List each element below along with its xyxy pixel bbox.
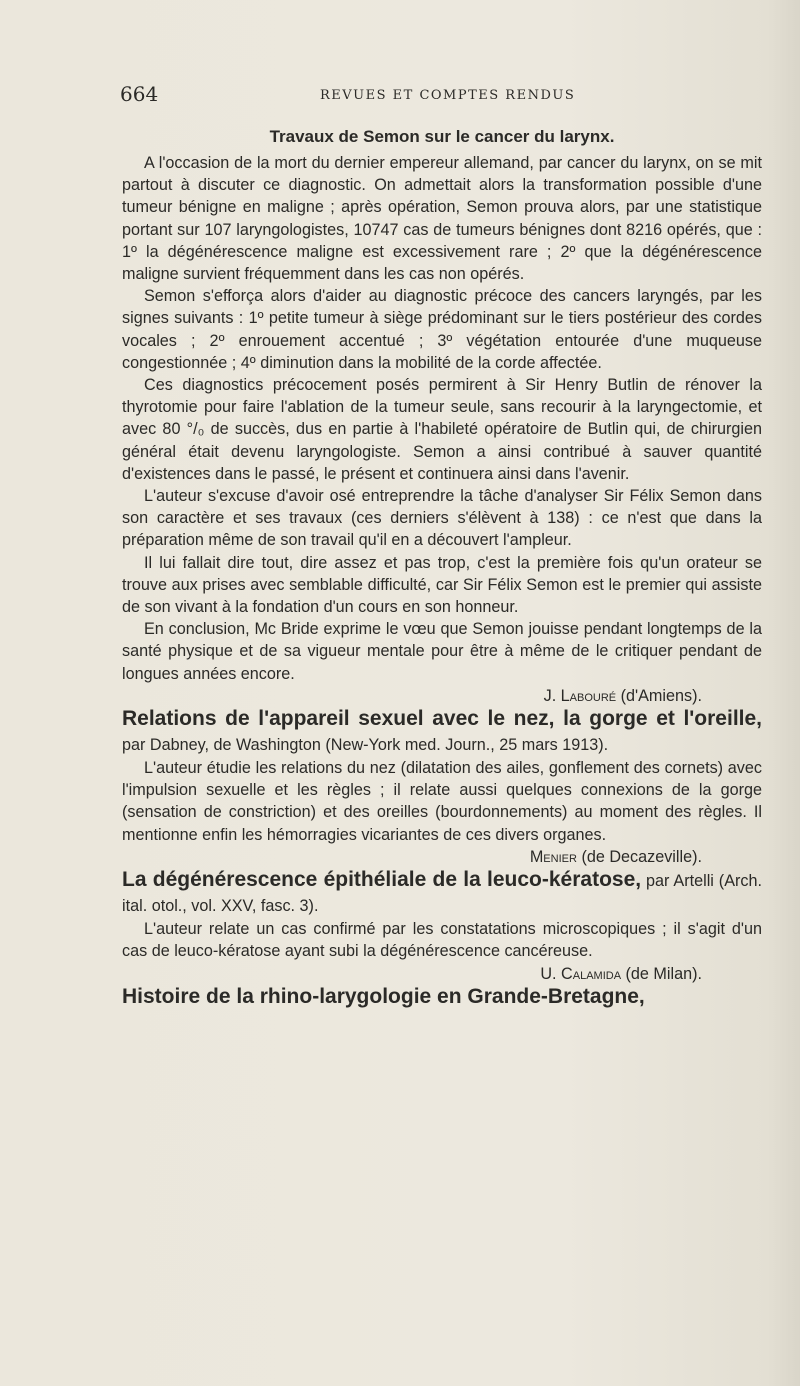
article-title: Travaux de Semon sur le cancer du larynx.	[269, 127, 615, 146]
signature-name: U. Calamida	[540, 964, 622, 983]
article-title: Relations de l'appareil sexuel avec le nez, la gorge et l'oreille,	[122, 707, 762, 731]
article-heading	[122, 868, 762, 918]
signature-place: (de Decazeville).	[581, 847, 702, 866]
page-number: 664	[120, 82, 159, 106]
article-title: La dégénérescence épithéliale de la leuco-kératose,	[122, 868, 642, 892]
paragraph: Il lui fallait dire tout, dire assez et pas trop, c'est la première fois qu'un orateur se trouve aux prises avec semblable difficulté, car Sir Félix Semon est le premier qui assiste de son vivant à la fondation d'un cours en son honneur.	[122, 553, 762, 617]
article-heading	[122, 707, 762, 757]
paragraph: L'auteur relate un cas confirmé par les constatations microscopiques ; il s'agit d'un cas de leuco-kératose ayant subi la dégénérescence cancéreuse.	[122, 920, 762, 961]
signature	[122, 963, 762, 985]
paragraph: A l'occasion de la mort du dernier empereur allemand, par cancer du larynx, on se mit partout à discuter ce diagnostic. On admettait alors la transformation possible d'une tumeur bénigne en maligne ; après opération, Semon prouva alors, par une statistique portant sur 107 laryngologistes, 10747 cas de tumeurs bénignes dont 8216 opérés, que : 1º la dégénérescence maligne est excessivement rare ; 2º que la dégénérescence maligne survient fréquemment dans les cas non opérés.	[122, 154, 762, 284]
signature-place: (d'Amiens).	[620, 686, 702, 705]
article-byline: par Artelli (Arch. ital. otol., vol. XXV, fasc. 3).	[122, 872, 762, 916]
page-header	[120, 82, 780, 112]
article-byline: par Dabney, de Washington (New-York med. Journ., 25 mars 1913).	[122, 736, 609, 755]
signature	[122, 685, 762, 707]
paragraph: Ces diagnostics précocement posés permirent à Sir Henry Butlin de rénover la thyrotomie pour faire l'ablation de la tumeur seule, sans recourir à la laryngectomie, et avec 80 °/₀ de succès, dus en partie à l'habileté opératoire de Butlin qui, de chirurgien général était devenu laryngologiste. Semon a ainsi contribué à sauver quantité d'existences dans le passé, le présent et continuera ainsi dans l'avenir.	[122, 376, 762, 483]
paragraph: En conclusion, Mc Bride exprime le vœu que Semon jouisse pendant longtemps de la santé physique et de sa vigueur mentale pour être à même de le critiquer pendant de longues années encore.	[122, 620, 762, 683]
signature-name: J. Labouré	[543, 686, 617, 705]
running-title: REVUES ET COMPTES RENDUS	[320, 88, 576, 103]
paragraph: Semon s'efforça alors d'aider au diagnostic précoce des cancers laryngés, par les signes suivants : 1º petite tumeur à siège prédominant sur le tiers postérieur des cordes vocales ; 2º enrouement accentué ; 3º végétation entourée d'une muqueuse congestionnée ; 4º diminution dans la mobilité de la corde affectée.	[122, 287, 762, 372]
paragraph: L'auteur s'excuse d'avoir osé entreprendre la tâche d'analyser Sir Félix Semon dans son caractère et ses travaux (ces derniers s'élèvent à 138) : ce n'est que dans la préparation même de son travail qu'il en a découvert l'ampleur.	[122, 487, 762, 550]
article-heading	[122, 985, 762, 1009]
signature-place: (de Milan).	[625, 964, 702, 983]
article-title: Histoire de la rhino-larygologie en Grande-Bretagne,	[122, 984, 645, 1008]
signature	[122, 846, 762, 868]
signature-name: Menier	[529, 847, 577, 866]
page-body	[122, 124, 762, 1009]
paragraph: L'auteur étudie les relations du nez (dilatation des ailes, gonflement des cornets) avec l'impulsion sexuelle et les règles ; il relate aussi quelques connexions de la gorge (sensation de constriction) et des oreilles (bourdonnements) au moment des règles. Il mentionne enfin les hémorragies vicariantes de ces divers organes.	[122, 759, 762, 844]
